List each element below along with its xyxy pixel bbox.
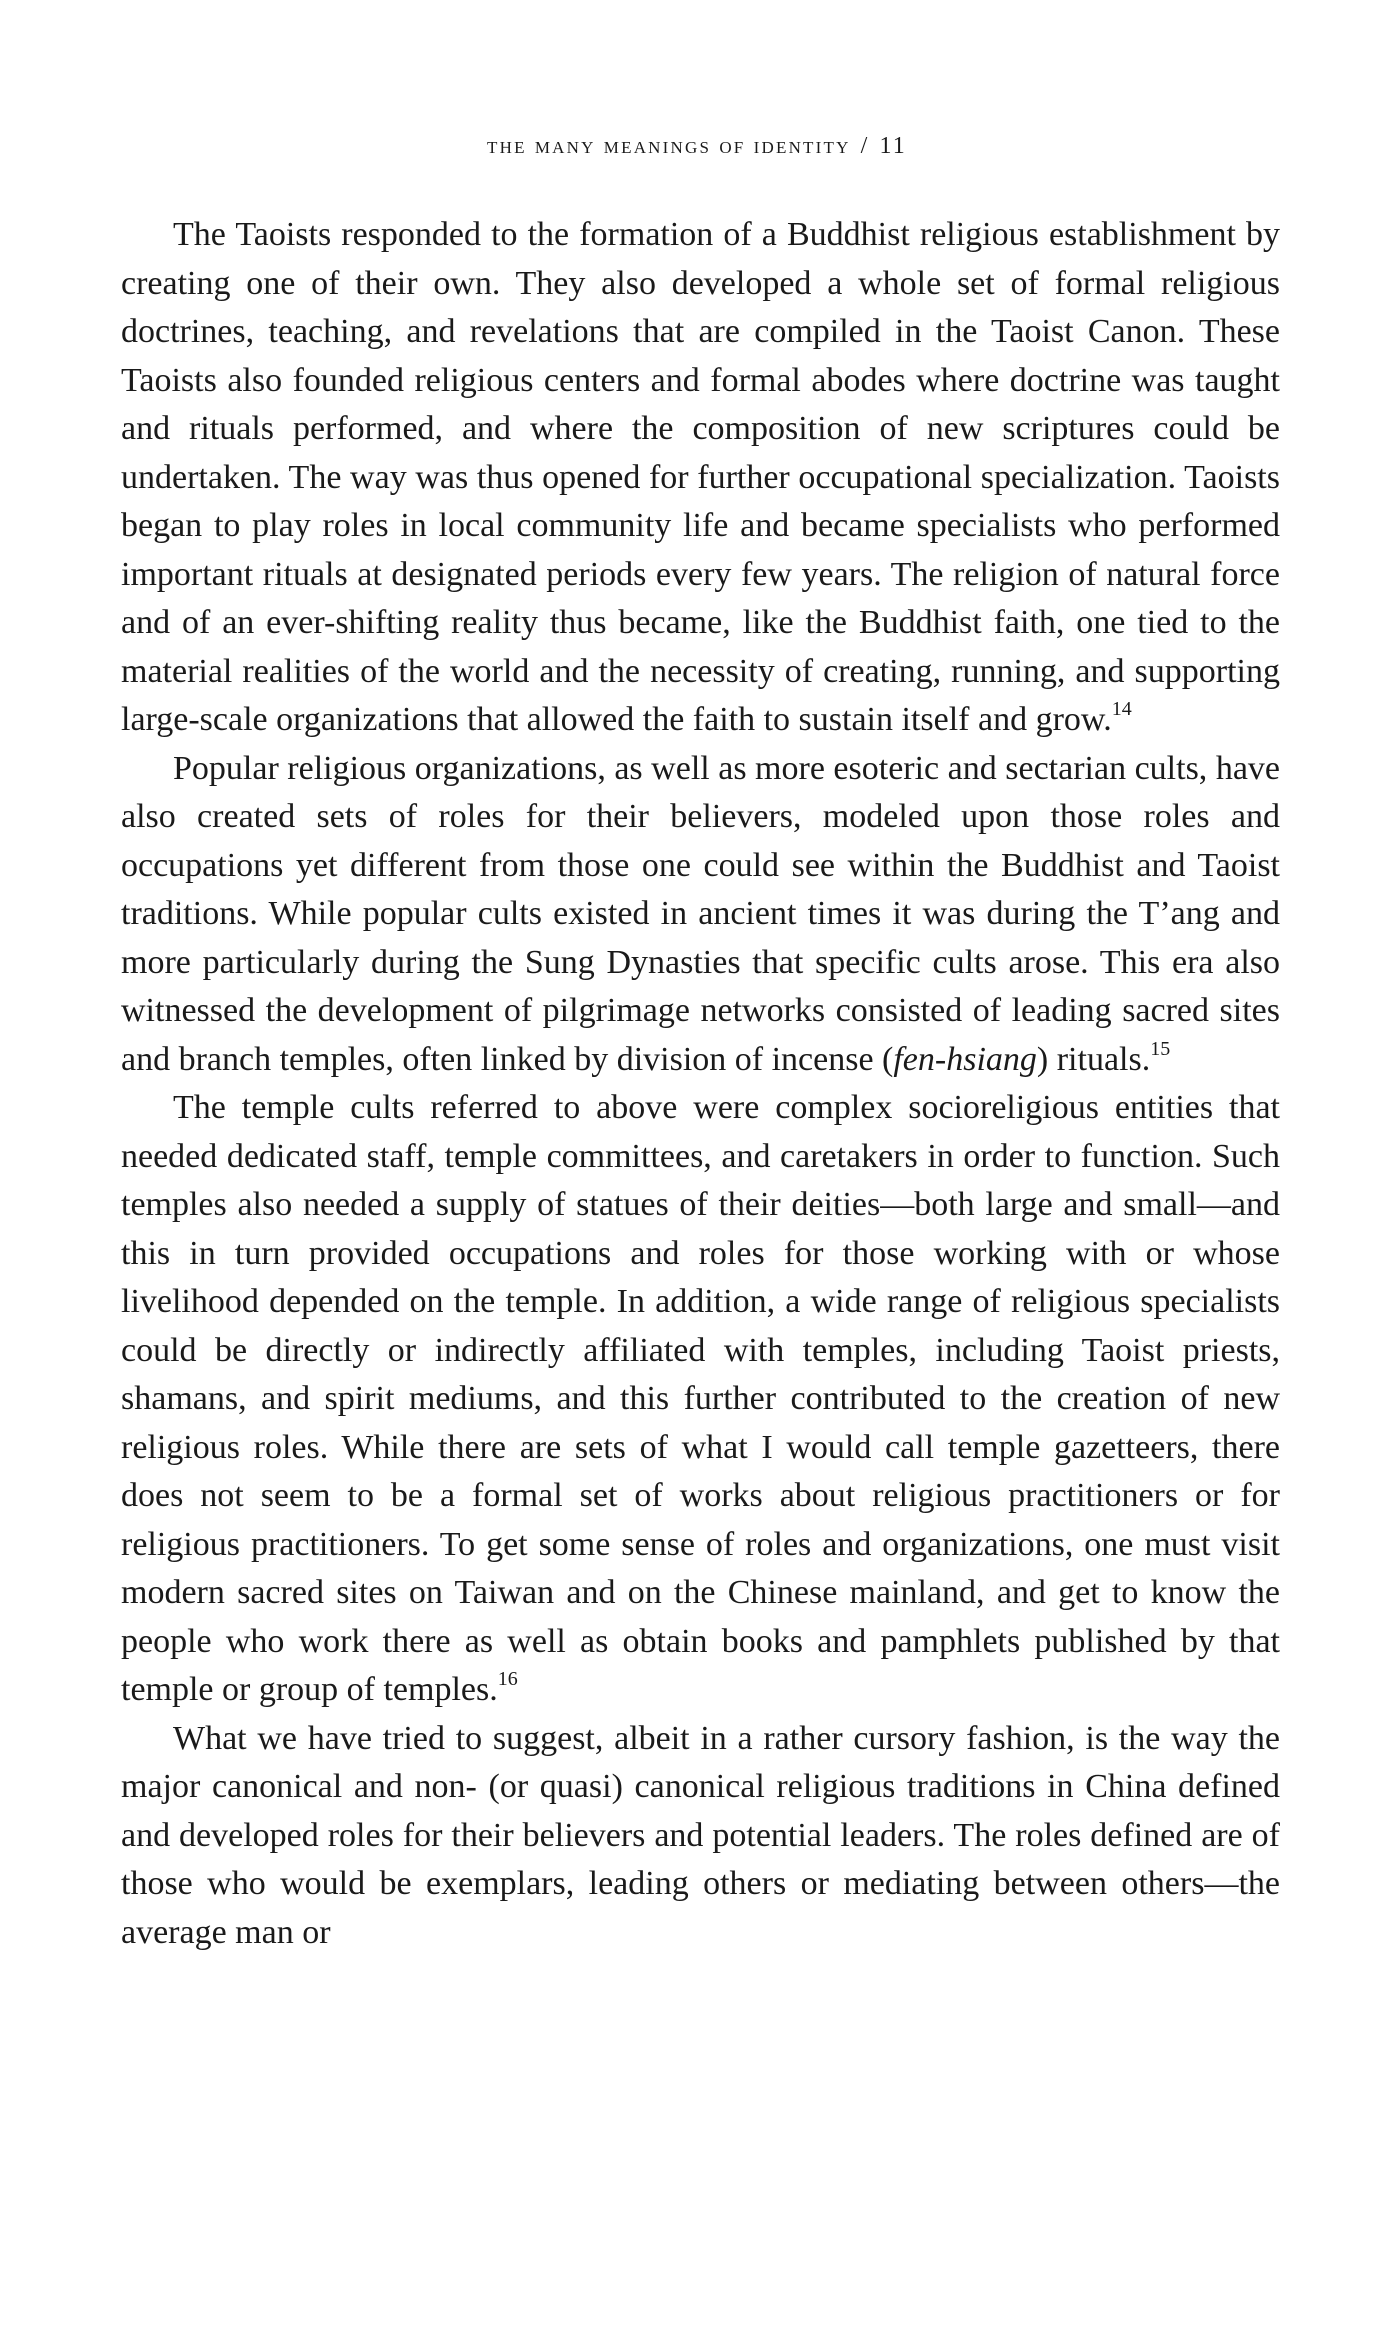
paragraph-text: ) rituals. (1036, 1040, 1151, 1078)
paragraph-text: Popular religious organizations, as well as more esoteric and sectarian cults, have also created sets of roles for their believers, modeled upon those roles and occupations yet different from those one could see within the Buddhist and Taoist traditions. While popular cults existed in ancient times it was during the T’ang and more particularly during the Sung Dynasties that specific cults arose. This era also witnessed the development of pilgrimage networks consisted of leading sacred sites and branch temples, often linked by division of incense ( (121, 749, 1280, 1078)
footnote-ref-14: 14 (1111, 698, 1132, 720)
body-text (121, 211, 1280, 1957)
running-head (0, 126, 1394, 166)
paragraph-text: The temple cults referred to above were complex socioreligious entities that needed dedicated staff, temple committees, and caretakers in order to function. Such temples also needed a supply of statues of their deities—both large and small—and this in turn provided occupations and roles for those working with or whose livelihood depended on the temple. In addition, a wide range of religious specialists could be directly or indirectly affiliated with temples, including Taoist priests, shamans, and spirit mediums, and this further contributed to the creation of new religious roles. While there are sets of what I would call temple gazetteers, there does not seem to be a formal set of works about religious practitioners or for religious practitioners. To get some sense of roles and organizations, one must visit modern sacred sites on Taiwan and on the Chinese mainland, and get to know the people who work there as well as obtain books and pamphlets published by that temple or group of temples. (121, 1089, 1280, 1708)
italic-term: fen-hsiang (893, 1040, 1037, 1078)
paragraph-text: What we have tried to suggest, albeit in a rather cursory fashion, is the way the major canonical and non- (or quasi) canonical religious traditions in China defined and developed roles for their believers and potential leaders. The roles defined are of those who would be exemplars, leading others or mediating between others—the average man or (121, 1719, 1280, 1951)
paragraph-2 (121, 745, 1280, 1085)
footnote-ref-16: 16 (497, 1668, 518, 1690)
running-head-separator: / (860, 133, 870, 159)
page-number: 11 (879, 133, 907, 159)
paragraph-text: The Taoists responded to the formation of a Buddhist religious establishment by creating one of their own. They also developed a whole set of formal religious doctrines, teaching, and revelations that are compiled in the Taoist Canon. These Taoists also founded religious centers and formal abodes where doctrine was taught and rituals performed, and where the composition of new scriptures could be undertaken. The way was thus opened for further occupational specialization. Taoists began to play roles in local community life and became specialists who performed important rituals at designated periods every few years. The religion of natural force and of an ever-shifting reality thus became, like the Buddhist faith, one tied to the material realities of the world and the necessity of creating, running, and supporting large-scale organizations that allowed the faith to sustain itself and grow. (121, 216, 1280, 738)
running-head-title: the many meanings of identity (487, 133, 851, 159)
paragraph-3 (121, 1084, 1280, 1715)
footnote-ref-15: 15 (1150, 1037, 1171, 1060)
paragraph-1 (121, 211, 1280, 745)
paragraph-4 (121, 1715, 1280, 1958)
